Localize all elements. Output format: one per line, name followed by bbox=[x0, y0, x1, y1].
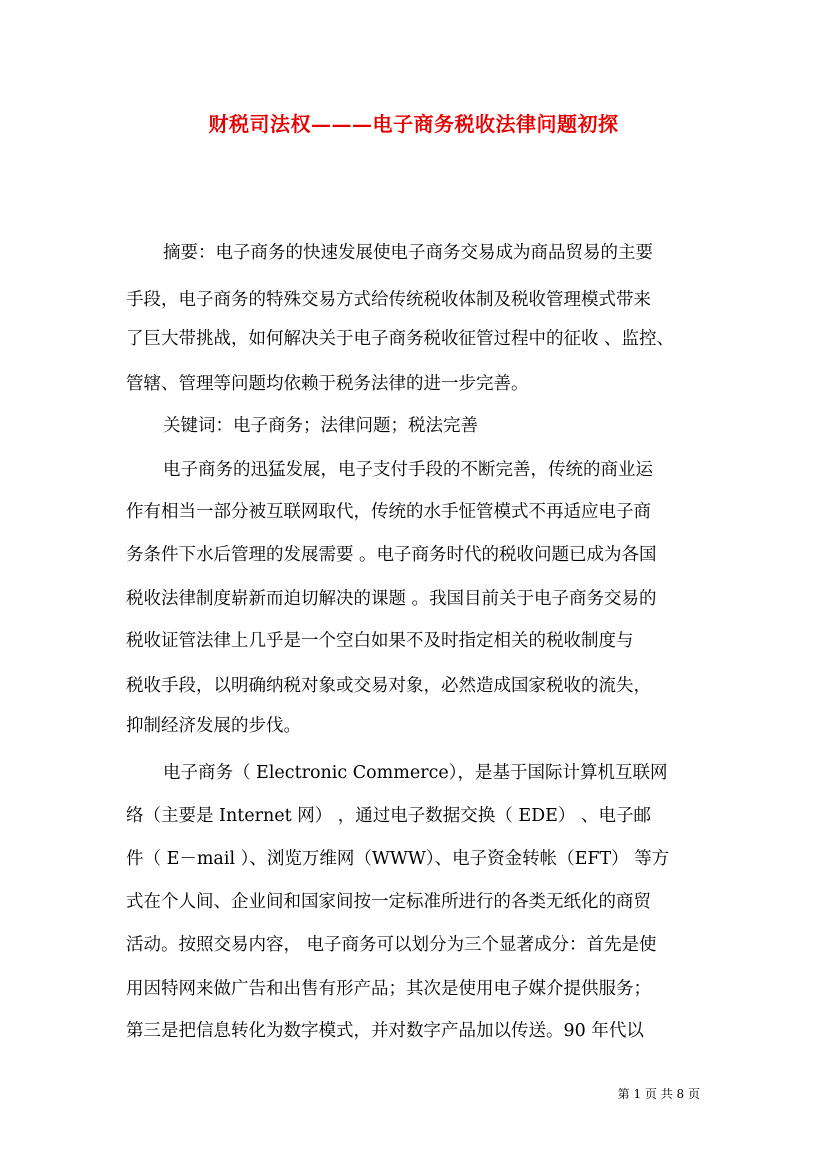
paragraph-line: 电子商务的迅猛发展，电子支付手段的不断完善，传统的商业运 bbox=[163, 460, 653, 480]
paragraph-line: 用因特网来做广告和出售有形产品；其次是使用电子媒介提供服务； bbox=[126, 979, 651, 999]
paragraph-line: 件（ E－mail ）、浏览万维网（WWW）、电子资金转帐（EFT） 等方 bbox=[126, 849, 670, 869]
abstract-line: 了巨大带挑战，如何解决关于电子商务税收征管过程中的征收 、监控、 bbox=[126, 329, 675, 349]
document-title: 财税司法权———电子商务税收法律问题初探 bbox=[208, 112, 619, 136]
paragraph-line: 税收证管法律上几乎是一个空白如果不及时指定相关的税收制度与 bbox=[126, 631, 634, 651]
abstract-line: 手段，电子商务的特殊交易方式给传统税收体制及税收管理模式带来 bbox=[126, 290, 651, 310]
paragraph-line: 络（主要是 Internet 网） ，通过电子数据交换（ EDE） 、电子邮 bbox=[126, 806, 651, 826]
paragraph-line: 式在个人间、企业间和国家间按一定标准所进行的各类无纸化的商贸 bbox=[126, 892, 651, 912]
keywords-line: 关键词：电子商务；法律问题；税法完善 bbox=[163, 416, 478, 436]
paragraph-line: 作有相当一部分被互联网取代，传统的水手怔管模式不再适应电子商 bbox=[126, 502, 651, 522]
paragraph-line: 电子商务（ Electronic Commerce），是基于国际计算机互联网 bbox=[163, 763, 668, 783]
paragraph-line: 活动。按照交易内容， 电子商务可以划分为三个显著成分：首先是使 bbox=[126, 935, 657, 955]
abstract-line: 摘要：电子商务的快速发展使电子商务交易成为商品贸易的主要 bbox=[163, 243, 653, 263]
page-number: 第 1 页 共 8 页 bbox=[617, 1087, 700, 1101]
paragraph-line: 务条件下水后管理的发展需要 。电子商务时代的税收问题已成为各国 bbox=[126, 545, 657, 565]
paragraph-line: 抑制经济发展的步伐。 bbox=[126, 716, 301, 736]
paragraph-line: 税收手段，以明确纳税对象或交易对象，必然造成国家税收的流失， bbox=[126, 676, 651, 696]
paragraph-line: 第三是把信息转化为数字模式，并对数字产品加以传送。90 年代以 bbox=[126, 1021, 644, 1041]
paragraph-line: 税收法律制度崭新而迫切解决的课题 。我国目前关于电子商务交易的 bbox=[126, 589, 657, 609]
abstract-line: 管辖、管理等问题均依赖于税务法律的进一步完善。 bbox=[126, 374, 529, 394]
